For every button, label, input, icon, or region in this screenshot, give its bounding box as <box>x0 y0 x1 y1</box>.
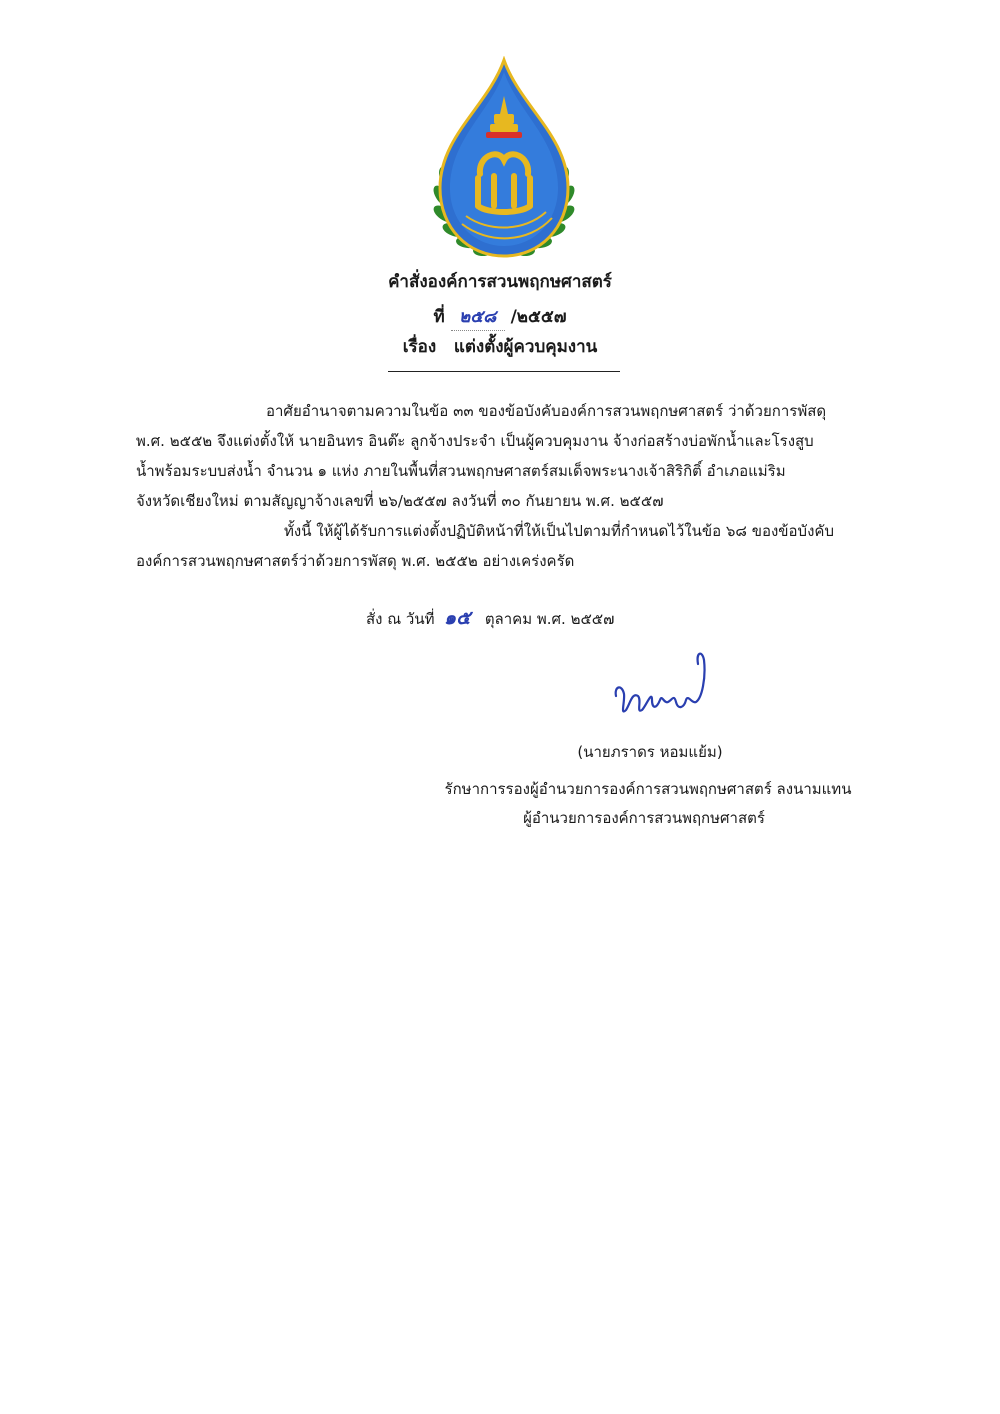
order-number <box>0 303 1000 331</box>
order-date <box>366 603 614 633</box>
signer-position-line2: ผู้อำนวยการองค์การสวนพฤกษศาสตร์ <box>523 809 765 827</box>
handwritten-signature <box>612 638 722 728</box>
paragraph-line: จังหวัดเชียงใหม่ ตามสัญญาจ้างเลขที่ ๒๖/๒๕๕๗ ลงวันที่ ๓๐ กันยายน พ.ศ. ๒๕๕๗ <box>136 492 664 510</box>
subject-text: แต่งตั้งผู้ควบคุมงาน <box>453 337 598 357</box>
order-date-day-handwritten: ๑๕ <box>444 607 471 629</box>
paragraph-line: น้ำพร้อมระบบส่งน้ำ จำนวน ๑ แห่ง ภายในพื้นที่สวนพฤกษศาสตร์สมเด็จพระนางเจ้าสิริกิติ์ อำเภอแม่ริม <box>136 462 786 480</box>
organization-emblem-logo <box>428 56 580 262</box>
order-date-rest: ตุลาคม พ.ศ. ๒๕๕๗ <box>484 610 615 628</box>
paragraph-duties <box>136 516 926 576</box>
paragraph-line: อาศัยอำนาจตามความในข้อ ๓๓ ของข้อบังคับองค์การสวนพฤกษศาสตร์ ว่าด้วยการพัสดุ <box>266 402 827 420</box>
signer-position-line1: รักษาการรองผู้อำนวยการองค์การสวนพฤกษศาสตร์ ลงนามแทน <box>444 780 852 798</box>
paragraph-line: ทั้งนี้ ให้ผู้ได้รับการแต่งตั้งปฏิบัติหน้าที่ให้เป็นไปตามที่กำหนดไว้ในข้อ ๖๘ ของข้อบังคับ <box>284 522 834 540</box>
signer-name: (นายภราดร หอมแย้ม) <box>577 743 723 761</box>
order-number-suffix: /๒๕๕๗ <box>510 307 567 327</box>
paragraph-authority <box>136 396 926 516</box>
order-title: คำสั่งองค์การสวนพฤกษศาสตร์ <box>388 272 612 292</box>
order-date-prefix: สั่ง ณ วันที่ <box>366 610 435 628</box>
paragraph-line: พ.ศ. ๒๕๕๒ จึงแต่งตั้งให้ นายอินทร อินต๊ะ ลูกจ้างประจำ เป็นผู้ควบคุมงาน จ้างก่อสร้างบ่อพักน้ำและโรงสูบ <box>136 432 814 450</box>
header-divider <box>388 371 620 372</box>
order-number-prefix: ที่ <box>433 307 445 327</box>
order-subject <box>0 333 1000 360</box>
order-number-handwritten: ๒๕๘ <box>451 303 505 331</box>
subject-label: เรื่อง <box>402 337 437 357</box>
paragraph-line: องค์การสวนพฤกษศาสตร์ว่าด้วยการพัสดุ พ.ศ. ๒๕๕๒ อย่างเคร่งครัด <box>136 552 575 570</box>
